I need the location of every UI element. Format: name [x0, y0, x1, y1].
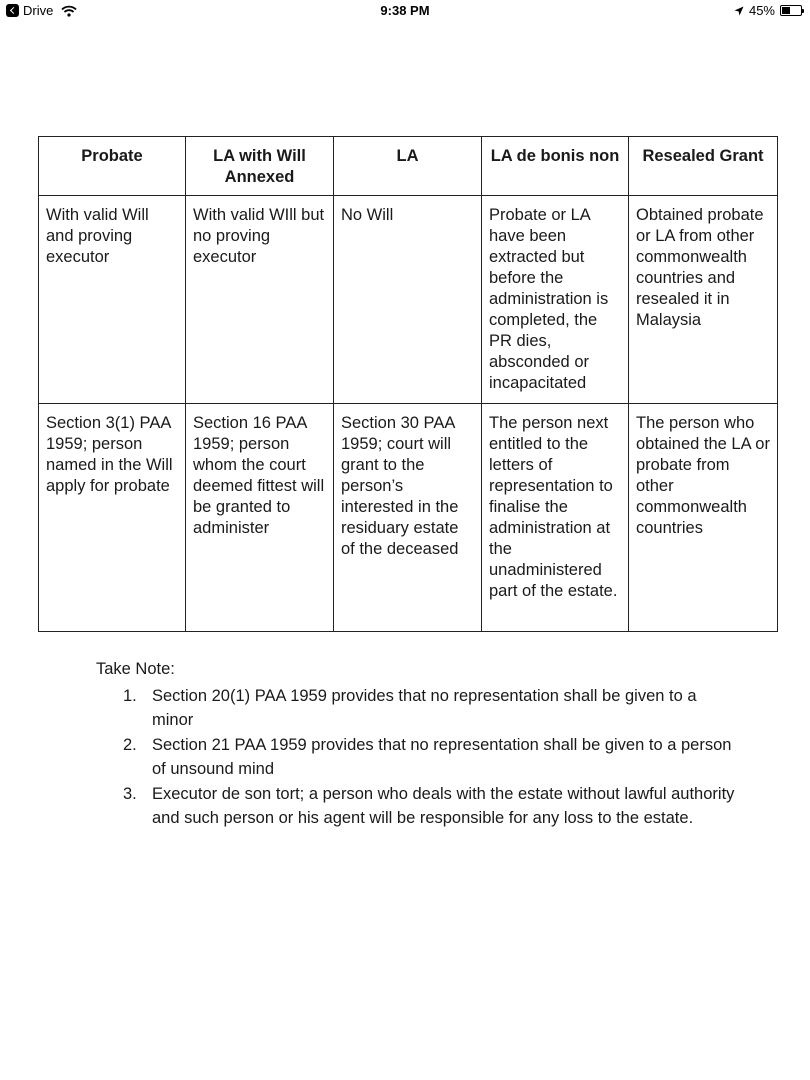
table-cell: The person who obtained the LA or probate from other commonwealth countries	[629, 404, 778, 632]
take-note-section	[96, 657, 736, 831]
list-item	[96, 733, 736, 781]
grant-types-table	[38, 136, 778, 632]
list-item	[96, 684, 736, 732]
header-probate: Probate	[39, 137, 186, 196]
table-cell: No Will	[334, 196, 482, 404]
list-item	[96, 782, 736, 830]
table-cell: Probate or LA have been extracted but before the administration is completed, the PR dies, absconded or incapacitated	[482, 196, 629, 404]
notes-title: Take Note:	[96, 660, 175, 678]
table-row	[39, 196, 778, 404]
battery-icon	[780, 5, 802, 16]
table-cell: Section 3(1) PAA 1959; person named in the Will apply for probate	[39, 404, 186, 632]
table-cell: The person next entitled to the letters of representation to finalise the administration at the unadministered part of the estate.	[482, 404, 629, 632]
list-item-text: Section 21 PAA 1959 provides that no representation shall be given to a person of unsound mind	[152, 736, 732, 778]
list-item-number: 3.	[123, 785, 137, 803]
table-row	[39, 404, 778, 632]
list-item-text: Section 20(1) PAA 1959 provides that no representation shall be given to a minor	[152, 687, 697, 729]
list-item-number: 1.	[123, 687, 137, 705]
location-arrow-icon	[734, 6, 744, 16]
table-cell: Section 30 PAA 1959; court will grant to the person’s interested in the residuary estate of the deceased	[334, 404, 482, 632]
table-cell: With valid WIll but no proving executor	[186, 196, 334, 404]
clock: 9:38 PM	[380, 3, 430, 18]
header-la-with-will-annexed: LA with Will Annexed	[186, 137, 334, 196]
list-item-number: 2.	[123, 736, 137, 754]
table-cell: Section 16 PAA 1959; person whom the court deemed fittest will be granted to administer	[186, 404, 334, 632]
notes-list	[96, 684, 736, 830]
list-item-text: Executor de son tort; a person who deals with the estate without lawful authority and such person or his agent will be responsible for any loss to the estate.	[152, 785, 735, 827]
table-cell: Obtained probate or LA from other commonwealth countries and resealed it in Malaysia	[629, 196, 778, 404]
header-resealed-grant: Resealed Grant	[629, 137, 778, 196]
battery-level	[782, 7, 790, 14]
status-bar	[0, 0, 810, 22]
back-app-label[interactable]: Drive	[23, 3, 54, 18]
battery-percent: 45%	[748, 3, 775, 18]
table-header-row	[39, 137, 778, 196]
header-la-de-bonis-non: LA de bonis non	[482, 137, 629, 196]
table-cell: With valid Will and proving executor	[39, 196, 186, 404]
header-la: LA	[334, 137, 482, 196]
